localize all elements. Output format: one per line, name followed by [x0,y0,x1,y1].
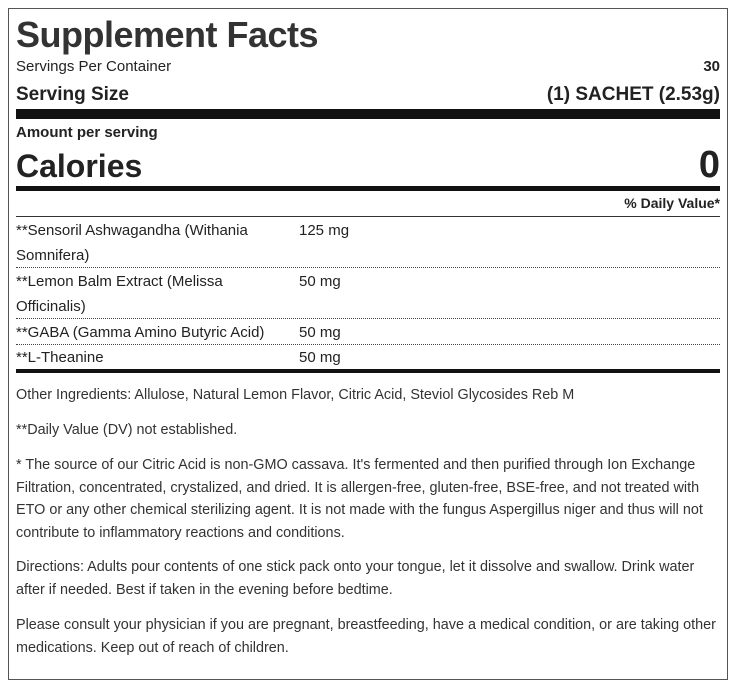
daily-value-header: % Daily Value* [624,195,720,211]
other-ingredients-text: Other Ingredients: Allulose, Natural Lemon Flavor, Citric Acid, Steviol Glycosides Reb M [16,387,575,403]
row-divider [16,267,720,268]
ingredient-row [16,320,722,345]
servings-per-container-value: 30 [703,58,720,75]
ingredient-amount: 50 mg [299,273,341,290]
ingredient-name: **Lemon Balm Extract (Melissa Officinalis) [16,273,223,315]
servings-per-container-label: Servings Per Container [16,58,172,75]
directions-text: Directions: Adults pour contents of one stick pack onto your tongue, let it dissolve and swallow. Drink water after if needed. Best if taken in the evening before bedtime. [16,559,695,598]
panel-title: Supplement Facts [16,14,319,55]
ingredient-row [16,345,722,370]
calories-value: 0 [698,144,720,186]
ingredient-name: **Sensoril Ashwagandha (Withania Somnifera) [16,222,248,264]
serving-size-row [16,82,720,108]
table-top-divider [16,216,720,217]
ingredient-amount: 50 mg [299,349,341,366]
ingredient-name: **GABA (Gamma Amino Butyric Acid) [16,324,265,341]
serving-size-value: (1) SACHET (2.53g) [546,84,720,105]
medium-divider [16,186,720,191]
calories-label: Calories [16,148,143,184]
ingredient-amount: 50 mg [299,324,341,341]
ingredient-row [16,218,722,268]
ingredient-name: **L-Theanine [16,349,104,366]
row-divider [16,318,720,319]
citric-acid-note: * The source of our Citric Acid is non-GMO cassava. It's fermented and then purified through Ion Exchange Filtration, concentrated, crystalized, and dried. It is allergen-free, gluten-free, BSE-free, and not treated with ETO or any other chemical sterilizing agent. It is not made with the fungus Aspergillus niger and thus will not contribute to inflammatory reactions and conditions. [16,457,703,541]
ingredient-amount: 125 mg [299,222,350,239]
calories-row [16,143,720,188]
servings-per-container-row [16,57,720,77]
amount-per-serving-label: Amount per serving [16,124,158,141]
warning-text: Please consult your physician if you are pregnant, breastfeeding, have a medical condition, or are taking other medications. Keep out of reach of children. [16,617,716,656]
ingredient-row [16,269,722,319]
supplement-facts-panel [8,8,728,680]
daily-value-note: **Daily Value (DV) not established. [16,422,238,438]
bottom-divider [16,369,720,373]
serving-size-label: Serving Size [16,84,129,105]
thick-divider [16,109,720,119]
